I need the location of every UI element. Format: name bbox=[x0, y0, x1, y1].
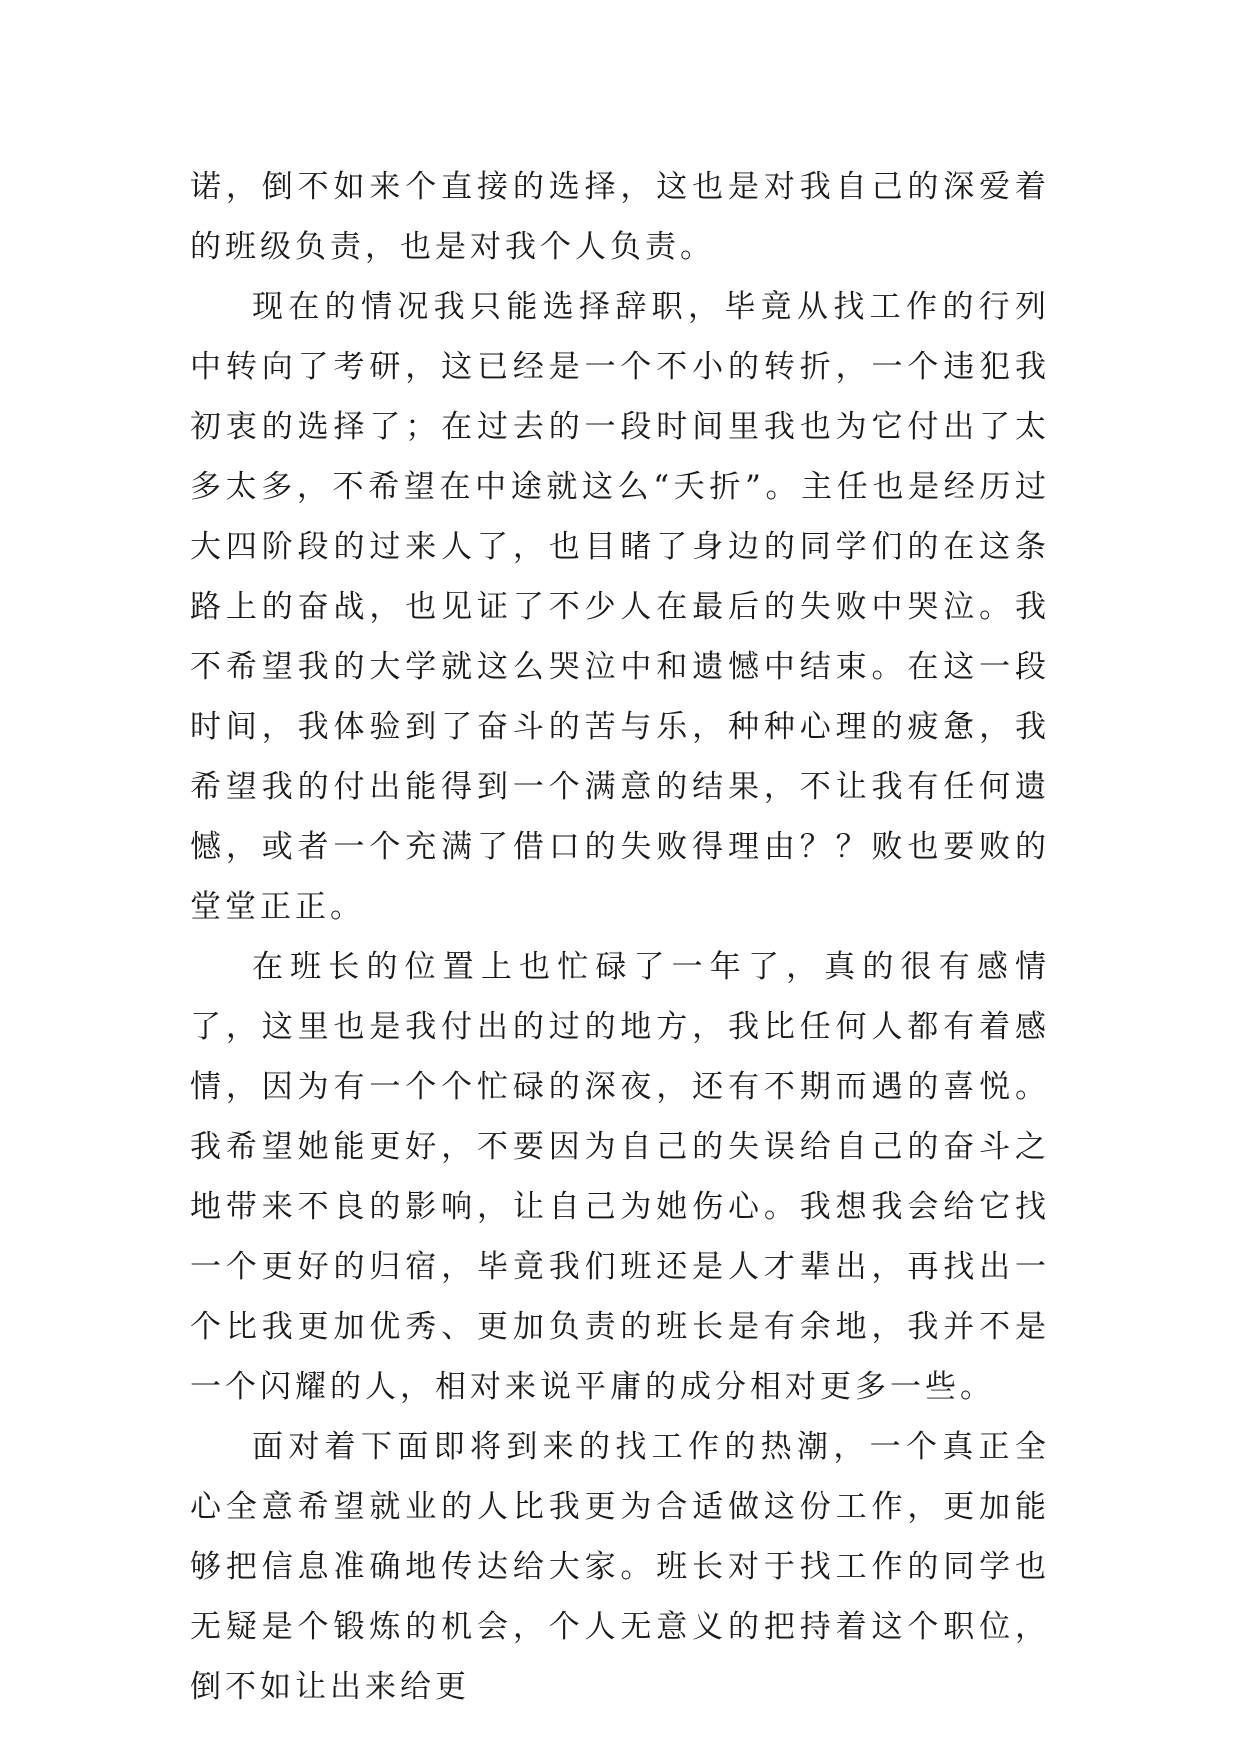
paragraph-continued: 诺，倒不如来个直接的选择，这也是对我自己的深爱着的班级负责，也是对我个人负责。 bbox=[190, 169, 1050, 265]
body-text bbox=[190, 157, 1050, 1717]
paragraph-job-hunting: 面对着下面即将到来的找工作的热潮，一个真正全心全意希望就业的人比我更为合适做这份工作，更加能够把信息准确地传达给大家。班长对于找工作的同学也无疑是个锻炼的机会，个人无意义的把持着这个职位，倒不如让出来给更 bbox=[190, 1429, 1050, 1705]
paragraph-resignation-reason: 现在的情况我只能选择辞职，毕竟从找工作的行列中转向了考研，这已经是一个不小的转折，一个违犯我初衷的选择了；在过去的一段时间里我也为它付出了太多太多，不希望在中途就这么“夭折”。主任也是经历过大四阶段的过来人了，也目睹了身边的同学们的在这条路上的奋战，也见证了不少人在最后的失败中哭泣。我不希望我的大学就这么哭泣中和遗憾中结束。在这一段时间，我体验到了奋斗的苦与乐，种种心理的疲惫，我希望我的付出能得到一个满意的结果，不让我有任何遗憾，或者一个充满了借口的失败得理由？？败也要败的堂堂正正。 bbox=[190, 289, 1050, 925]
paragraph-monitor-feelings: 在班长的位置上也忙碌了一年了，真的很有感情了，这里也是我付出的过的地方，我比任何人都有着感情，因为有一个个忙碌的深夜，还有不期而遇的喜悦。我希望她能更好，不要因为自己的失误给自己的奋斗之地带来不良的影响，让自己为她伤心。我想我会给它找一个更好的归宿，毕竟我们班还是人才辈出，再找出一个比我更加优秀、更加负责的班长是有余地，我并不是一个闪耀的人，相对来说平庸的成分相对更多一些。 bbox=[190, 949, 1050, 1405]
